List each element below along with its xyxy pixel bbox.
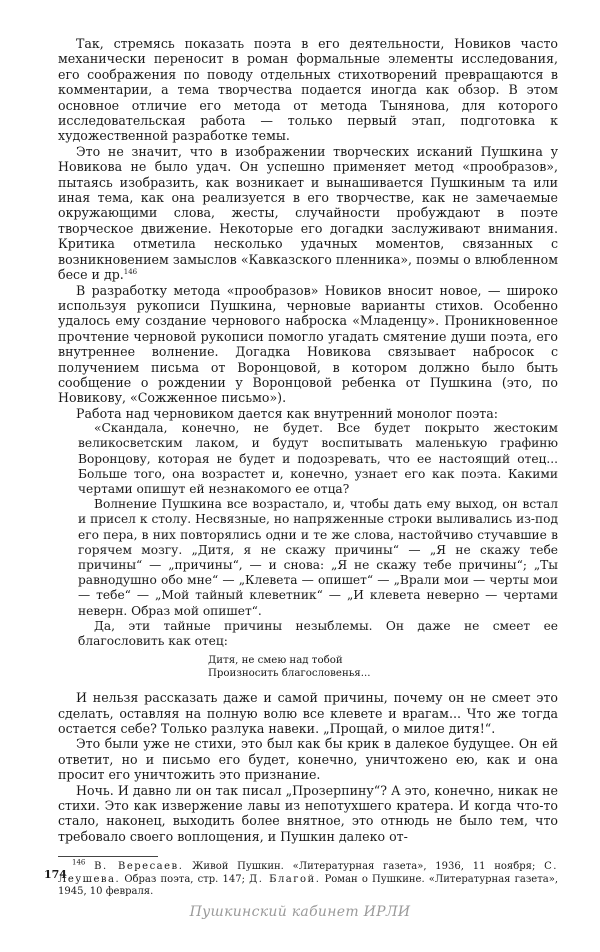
quote-3: Да, эти тайные причины незыблемы. Он даже не смеет ее благословить как отец: xyxy=(78,618,558,648)
paragraph-2-text: Это не значит, что в изображении творческих исканий Пушкина у Новикова не было удач. Он успешно применяет метод «прообразов», пытаясь изобразить, как возникает и вынашивается Пушкиным та или иная тема, как она реализуется в его творчестве, как не замечаемые окружающими слова, жесты, случайности пробуждают в поэте творческое движение. Некоторые его догадки заслуживают внимания. Критика отметила несколько удачных моментов, связанных с возникновением замыслов «Кавказского пленника», поэмы о влюбленном бесе и др. xyxy=(58,143,558,283)
footnote-text: Образ поэта, стр. 147; xyxy=(124,873,245,885)
page-body xyxy=(58,36,558,899)
quote-1: «Скандала, конечно, не будет. Все будет покрыто жестоким великосветским лаком, и будут воспитывать маленькую графиню Воронцову, которая не будет и подозревать, что ее настоящий отец... Больше того, она возрастет и, конечно, узнает его как поэта. Какими чертами опишут ей незнакомого ее отца? xyxy=(78,421,558,496)
footnote-divider xyxy=(58,856,158,857)
footnote-number: 146 xyxy=(72,858,86,867)
footnote-author: С. Леушева. xyxy=(58,861,558,885)
quote-2: Волнение Пушкина все возрастало, и, чтобы дать ему выход, он встал и присел к столу. Несвязные, но напряженные строки выливались из-под его пера, в них повторялись одни и те же слова, настойчиво стучавшие в горячем мозгу. „Дитя, я не скажу причины“ — „Я не скажу тебе причины“ — „причины“, — и снова: „Я не скажу тебе причины“; „Ты равнодушно обо мне“ — „Клевета — опишет“ — „Врали мои — черты мои — тебе“ — „Мой тайный клеветник“ — „И клевета неверно — чертами неверн. Образ мой опишет“. xyxy=(78,497,558,618)
footnote-author: Д. Благой. xyxy=(249,873,321,885)
poem-line: Произносить благословенья... xyxy=(208,667,371,679)
footnote-ref[interactable]: 146 xyxy=(123,267,138,276)
paragraph-3: В разработку метода «прообразов» Новиков вносит новое, — широко используя рукописи Пушкина, черновые варианты стихов. Особенно удалось ему создание чернового наброска «Младенцу». Проникновенное прочтение черновой рукописи помогло угадать смятение души поэта, его внутреннее волнение. Догадка Новикова связывает набросок с получением письма от Воронцовой, в котором должно было быть сообщение о рождении у Воронцовой ребенка от Пушкина (это, по Новикову, «Сожженное письмо»). xyxy=(58,282,558,406)
poem-line: Дитя, не смею над тобой xyxy=(208,655,343,667)
watermark: Пушкинский кабинет ИРЛИ xyxy=(189,904,411,920)
paragraph-2 xyxy=(58,144,558,283)
page-number: 174 xyxy=(44,868,67,881)
paragraph-5: И нельзя рассказать даже и самой причины, почему он не смеет это сделать, оставляя на полную волю все клевете и врагам... Что же тогда остается себе? Только разлука навеки. „Прощай, о милое дитя!“. xyxy=(58,690,558,737)
paragraph-6: Это были уже не стихи, это был как бы крик в далекое будущее. Он ей ответит, но и письмо его будет, конечно, уничтожено ею, как и она просит его уничтожить это признание. xyxy=(58,736,558,783)
footnote-text: Роман о Пушкине. «Литературная газета», 1945, 10 февраля. xyxy=(58,873,559,898)
footnote-author: В. Вересаев. xyxy=(94,861,184,873)
footnote xyxy=(58,858,559,899)
paragraph-4: Работа над черновиком дается как внутренний монолог поэта: xyxy=(76,405,499,421)
paragraph-7: Ночь. И давно ли он так писал „Прозерпину“? А это, конечно, никак не стихи. Это как извержение лавы из непотухшего кратера. И когда что-то стало, наконец, выходить более внятное, это отнюдь не было тем, что требовало своего воплощения, и Пушкин далеко от- xyxy=(58,782,558,844)
poem-excerpt xyxy=(208,655,558,680)
paragraph-1: Так, стремясь показать поэта в его деятельности, Новиков часто механически переносит в роман формальные элементы исследования, его соображения по поводу отдельных стихотворений превращаются в комментарии, а тема творчества подается иногда как обзор. В этом основное отличие его метода от метода Тынянова, для которого исследовательская работа — только первый этап, подготовка к художественной разработке темы. xyxy=(58,36,558,144)
footnote-text: Живой Пушкин. «Литературная газета», 1936, 11 ноября; xyxy=(192,861,536,873)
